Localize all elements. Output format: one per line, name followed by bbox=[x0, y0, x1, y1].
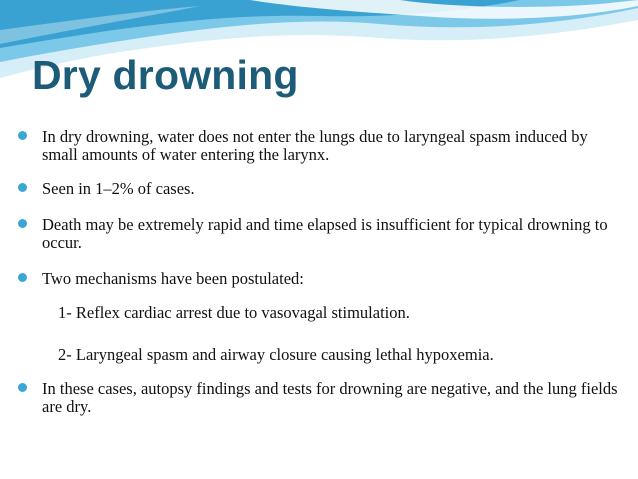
bullet-text: In these cases, autopsy findings and tests for drowning are negative, and the lung fields are dry. bbox=[42, 379, 618, 416]
bullet-dot-icon bbox=[18, 383, 27, 392]
bullet-item bbox=[18, 128, 618, 164]
bullet-item bbox=[18, 270, 618, 288]
bullet-item bbox=[18, 380, 618, 416]
sub-item: 2- Laryngeal spasm and airway closure causing lethal hypoxemia. bbox=[58, 345, 494, 364]
bullet-item bbox=[18, 216, 618, 252]
slide-title: Dry drowning bbox=[32, 52, 299, 98]
bullet-dot-icon bbox=[18, 219, 27, 228]
sub-item: 1- Reflex cardiac arrest due to vasovagal stimulation. bbox=[58, 303, 410, 322]
bullet-text: In dry drowning, water does not enter the lungs due to laryngeal spasm induced by small amounts of water entering the larynx. bbox=[42, 127, 588, 164]
bullet-text: Death may be extremely rapid and time elapsed is insufficient for typical drowning to occur. bbox=[42, 215, 608, 252]
bullet-item bbox=[18, 180, 618, 198]
bullet-dot-icon bbox=[18, 131, 27, 140]
bullet-dot-icon bbox=[18, 183, 27, 192]
bullet-dot-icon bbox=[18, 273, 27, 282]
bullet-text: Seen in 1–2% of cases. bbox=[42, 179, 195, 198]
bullet-text: Two mechanisms have been postulated: bbox=[42, 269, 304, 288]
